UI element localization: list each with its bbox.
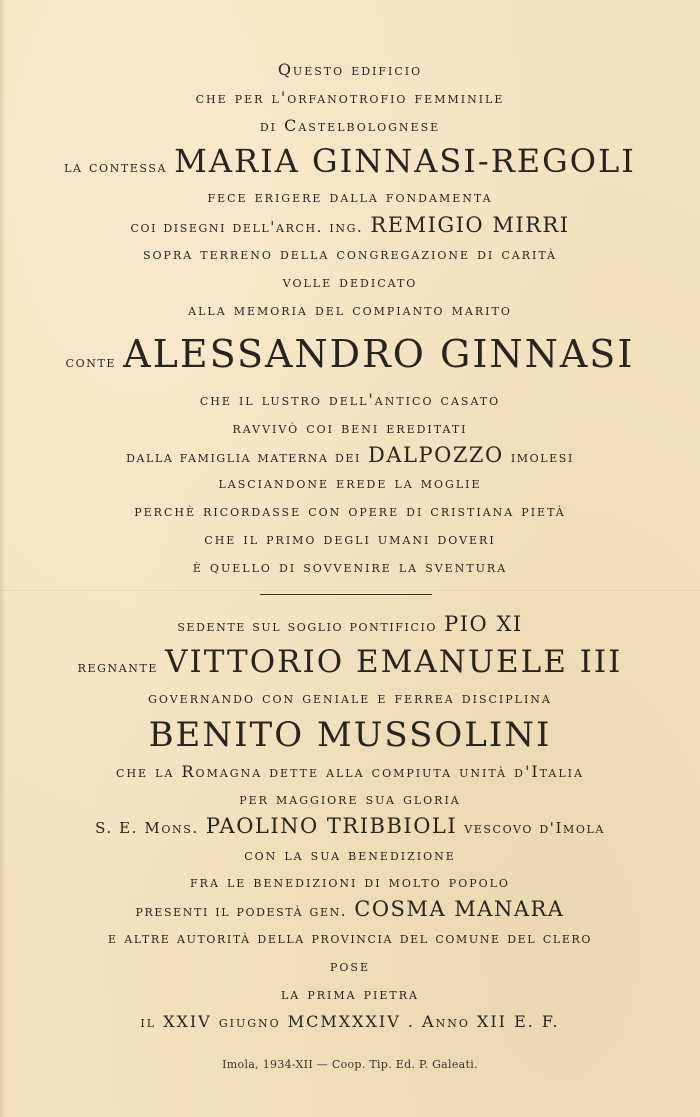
inscription-line-5: fece erigere dalla fondamenta [207, 187, 493, 206]
podesta-prefix: presenti il podestà gen. [135, 902, 348, 920]
inscription-line-6 [0, 212, 700, 240]
inscription-line-16: che il primo degli umani doveri [204, 529, 496, 548]
inscription-line-26: fra le benedizioni di molto popolo [190, 872, 510, 891]
title-conte: conte [65, 353, 117, 371]
name-pio-xi: PIO XI [444, 612, 523, 636]
inscription-line-8: volle dedicato [282, 272, 418, 291]
name-alessandro-ginnasi: ALESSANDRO GINNASI [123, 332, 635, 376]
inscription-line-25: con la sua benedizione [244, 845, 456, 864]
pontificio-prefix: sedente sul soglio pontificio [177, 617, 438, 635]
divider-rule [260, 594, 432, 595]
inscription-line-4 [0, 144, 700, 184]
inscription-line-31: il XXIV giugno MCMXXXIV . Anno XII E. F. [140, 1012, 560, 1031]
inscription-line-20: governando con geniale e ferrea disciplina [148, 688, 552, 707]
name-maria-ginnasi-regoli: MARIA GINNASI-REGOLI [174, 142, 636, 180]
inscription-line-22: che la Romagna dette alla compiuta unità d'Italia [116, 762, 584, 781]
vescovo-suffix: vescovo d'Imola [464, 819, 605, 837]
inscription-line-13 [0, 442, 700, 470]
mons-prefix: S. E. Mons. [95, 819, 199, 837]
name-dalpozzo: DALPOZZO [368, 443, 504, 467]
inscription-line-18 [0, 611, 700, 639]
inscription-line-12: ravvivò coi beni ereditati [232, 418, 468, 437]
title-regnante: regnante [77, 658, 159, 676]
inscription-line-27 [0, 896, 700, 924]
inscription-line-28: e altre autorità della provincia del comune del clero [108, 928, 592, 947]
name-cosma-manara: COSMA MANARA [354, 897, 565, 921]
imolesi-suffix: imolesi [510, 448, 574, 466]
title-contessa: la contessa [64, 158, 168, 176]
inscription-line-19 [0, 643, 700, 686]
inscription-line-7: sopra terreno della congregazione di carità [143, 244, 557, 263]
inscription-line-14: lasciandone erede la moglie [218, 473, 482, 492]
inscription-line-29: pose [330, 956, 370, 975]
inscription-line-1: Questo edificio [277, 60, 423, 79]
name-paolino-tribbioli: PAOLINO TRIBBIOLI [205, 814, 458, 838]
inscription-line-30: la prima pietra [281, 984, 419, 1003]
inscription-line-3: di Castelbolognese [259, 116, 441, 135]
inscription-line-17: è quello di sovvenire la sventura [192, 557, 508, 576]
paper-fold [0, 590, 700, 592]
inscription-line-11: che il lustro dell'antico casato [199, 390, 501, 409]
inscription-line-21 [0, 714, 700, 762]
inscription-line-23: per maggiore sua gloria [239, 789, 461, 808]
inscription-line-10 [0, 332, 700, 384]
printer-imprint: Imola, 1934-XII — Coop. Tip. Ed. P. Galeati. [222, 1058, 478, 1071]
arch-prefix: coi disegni dell'arch. ing. [130, 218, 364, 236]
materna-prefix: dalla famiglia materna dei [126, 448, 361, 466]
inscription-line-2: che per l'orfanotrofio femminile [195, 88, 505, 107]
inscription-line-15: perchè ricordasse con opere di cristiana pietà [134, 501, 566, 520]
inscription-line-24 [0, 813, 700, 841]
inscription-line-9: alla memoria del compianto marito [188, 300, 512, 319]
name-vittorio-emanuele-iii: VITTORIO EMANUELE III [165, 644, 623, 680]
name-benito-mussolini: BENITO MUSSOLINI [148, 715, 552, 755]
name-remigio-mirri: REMIGIO MIRRI [370, 213, 570, 237]
